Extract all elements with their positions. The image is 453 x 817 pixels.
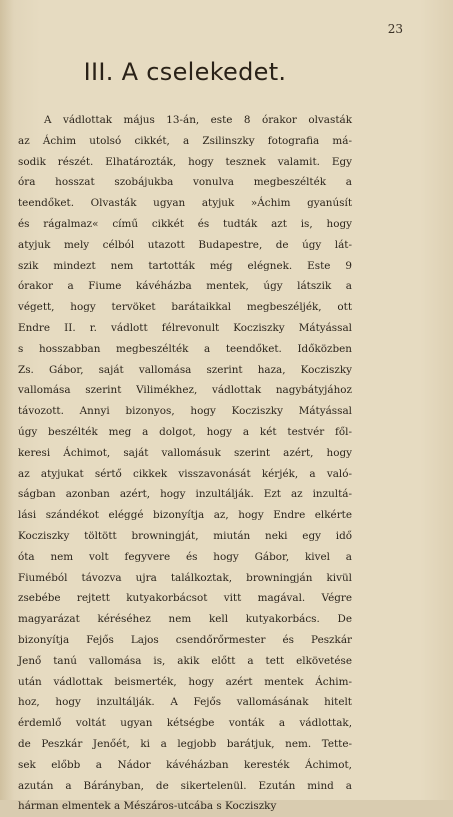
text-line: vallomása szerint Vilimékhez, vádlottak nagybátyjához [18,384,352,397]
text-line: után vádlottak beismerték, hogy azért mentek Áchim- [18,675,352,688]
text-line: érdemlő voltát ugyan kétségbe vonták a vádlottak, [18,717,352,730]
text-line: végett, hogy tervöket barátaikkal megbeszéljék, ott [18,301,352,314]
chapter-title: III. A cselekedet. [83,58,287,86]
text-line: úgy beszélték meg a dolgot, hogy a két testvér fől- [18,425,352,438]
text-line: lási szándékot eléggé bizonyítja az, hogy Endre elkérte [18,509,352,522]
text-line: távozott. Annyi bizonyos, hogy Kocziszky Mátyással [18,405,352,418]
text-line: hárman elmentek a Mészáros-utcába s Kocziszky [18,800,277,813]
text-line: Endre II. r. vádlott félrevonult Kocziszky Mátyással [18,321,352,334]
text-line: ságban azonban azért, hogy inzultálják. Ezt az inzultá- [18,488,352,501]
text-line: de Peszkár Jenőét, ki a legjobb barátjuk, nem. Tette- [18,737,352,750]
text-line: óra hosszat szobájukba vonulva megbeszélték a [18,176,352,189]
text-line: sek előbb a Nádor kávéházban keresték Áchimot, [18,758,352,771]
text-line: hoz, hogy inzultálják. A Fejős vallomásának hitelt [18,696,352,709]
text-line: óta nem volt fegyvere és hogy Gábor, kivel a [18,550,352,563]
text-line: az Áchim utolsó cikkét, a Zsilinszky fotografia má- [18,134,352,147]
text-line: bizonyítja Fejős Lajos csendőrőrmester és Peszkár [18,633,352,646]
text-line: keresi Áchimot, saját vallomásuk szerint azért, hogy [18,446,352,459]
text-line: Kocziszky töltött browningját, miután neki egy idő [18,529,352,542]
text-line: Fiuméból távozva ujra találkoztak, browningján kivül [18,571,352,584]
text-line: atyjuk mely célból utazott Budapestre, de úgy lát- [18,238,352,251]
text-line: az atyjukat sértő cikkek visszavonását kérjék, a való- [18,467,352,480]
page-number: 23 [387,22,403,36]
text-line: és rágalmaz« című cikkét és tudták azt is, hogy [18,217,352,230]
text-line: teendőket. Olvasták ugyan atyjuk »Áchim gyanúsít [18,197,352,210]
text-line: Zs. Gábor, saját vallomása szerint haza, Kocziszky [18,363,352,376]
text-line: A vádlottak május 13-án, este 8 órakor olvasták [44,114,352,126]
text-line: magyarázat kéréséhez nem kell kutyakorbács. De [18,613,352,626]
body-text [18,110,352,817]
text-line: szik mindezt nem tartották még elégnek. Este 9 [18,259,352,272]
text-line: sodik részét. Elhatározták, hogy tesznek valamit. Egy [18,155,352,168]
text-line: zsebébe rejtett kutyakorbácsot vitt magával. Végre [18,592,352,605]
text-line: s hosszabban megbeszélték a teendőket. Időközben [18,342,352,355]
text-line: órakor a Fiume kávéházba mentek, úgy látszik a [18,280,352,293]
text-line: Jenő tanú vallomása is, akik előtt a tett elkövetése [18,654,352,667]
text-line: azután a Bárányban, de sikertelenül. Ezután mind a [18,779,352,792]
